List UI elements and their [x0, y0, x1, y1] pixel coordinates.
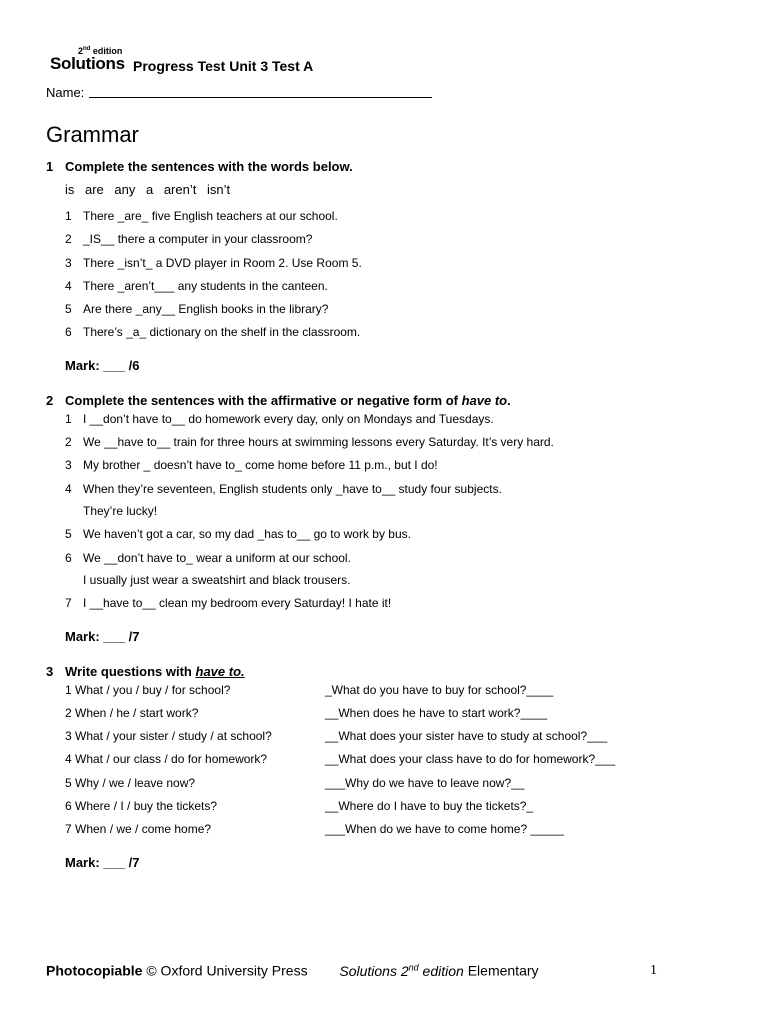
level-label: Elementary	[463, 962, 539, 979]
series-name: Solutions 2nd edition	[339, 962, 464, 979]
exercise-3-answer: __Where do I have to buy the tickets?_	[325, 799, 534, 813]
exercise-2-item-continuation: I usually just wear a sweatshirt and black trousers.	[83, 573, 351, 587]
exercise-3-prompt: 6 Where / I / buy the tickets?	[65, 799, 218, 813]
exercise-3-prompt: 5 Why / we / leave now?	[65, 776, 196, 790]
exercise-3-answer: __When does he have to start work?____	[325, 706, 548, 720]
copyright-text: © Oxford University Press	[142, 962, 308, 979]
name-row	[46, 85, 432, 100]
name-label: Name:	[46, 85, 85, 100]
exercise-3-prompt: 2 When / he / start work?	[65, 706, 199, 720]
exercise-3-prompt: 1 What / you / buy / for school?	[65, 683, 231, 697]
test-page: 2nd edition Solutions Progress Test Unit 3 Test A Name: Grammar 1 Complete the sentences with the words below. is are any a aren’t isn’t 1 There _are_ five English teachers at our school. 2 _IS__ there a computer in your classroom? 3 There _isn’t_ a DVD player in Room 2. Use Room 5. 4 There _aren’t___ any students in the canteen. 5 Are there _any__ English books in the library? 6 There’s _a_ dictionary on the shelf in the classroom. Mark: ___ /6 2 Complete the sentences with the affirmative or negative form of have to. 1 I __don’t have to__ do homework every day, only on Mondays and Tuesdays. 2 We __have to__ train for three hours at swimming lessons every Saturday. It’s very hard. 3 My brother _ doesn’t have to_ come home before 11 p.m., but I do! 4 When they’re seventeen, English students only _have to__ study four subjects. They’re lucky! 5 We haven’t got a car, so my dad _has to__ go to work by bus. 6 We __don’t have to_ wear a uniform at our school. I usually just wear a sweatshirt and black trousers. 7 I __have to__ clean my bedroom every Saturday! I hate it! Mark: ___ /7 3 Write questions with have to. 1 What / you / buy / for school? _What do you have to buy for school?____ 2 When / he / start work? __When does he have to start work?____ 3 What / your sister / study / at school? __What does your sister have to study at school?___ 4 What / our class / do for homework? __What does your class have to do for homework?___ 5 Why / we / leave now? ___Why do we have to leave now?__ 6 Where / I / buy the tickets? __Where do I have to buy the tickets?_ 7 When / we / come home? ___When do we have to come home? _____ Mark: ___ /7 Photocopiable © Oxford University Press Solutions 2nd edition Elementary 1	[46, 46, 657, 979]
exercise-3-answer: ___Why do we have to leave now?__	[325, 776, 525, 790]
exercise-3-prompt: 4 What / our class / do for homework?	[65, 752, 268, 766]
exercise-3-answer: __What does your sister have to study at school?___	[325, 729, 608, 743]
exercise-3-prompt: 7 When / we / come home?	[65, 822, 212, 836]
brand-name: Solutions	[50, 54, 125, 73]
exercise-1-mark: Mark: ___ /6	[65, 358, 140, 373]
section-title: Grammar	[46, 122, 139, 147]
exercise-3-answer: ___When do we have to come home? _____	[325, 822, 564, 836]
name-field[interactable]	[89, 85, 432, 98]
exercise-3-answer: _What do you have to buy for school?____	[325, 683, 554, 697]
test-title: Progress Test Unit 3 Test A	[133, 58, 314, 74]
exercise-3-prompt: 3 What / your sister / study / at school?	[65, 729, 272, 743]
word-bank: is are any a aren’t isn’t	[65, 182, 231, 197]
footer	[46, 962, 539, 979]
photocopiable-label: Photocopiable	[46, 962, 143, 979]
exercise-3-mark: Mark: ___ /7	[65, 855, 140, 870]
exercise-2-item-continuation: They’re lucky!	[83, 504, 158, 518]
page-number: 1	[650, 963, 657, 978]
exercise-3-answer: __What does your class have to do for homework?___	[325, 752, 616, 766]
exercise-2-mark: Mark: ___ /7	[65, 629, 140, 644]
edition-label: 2nd edition	[78, 46, 123, 56]
